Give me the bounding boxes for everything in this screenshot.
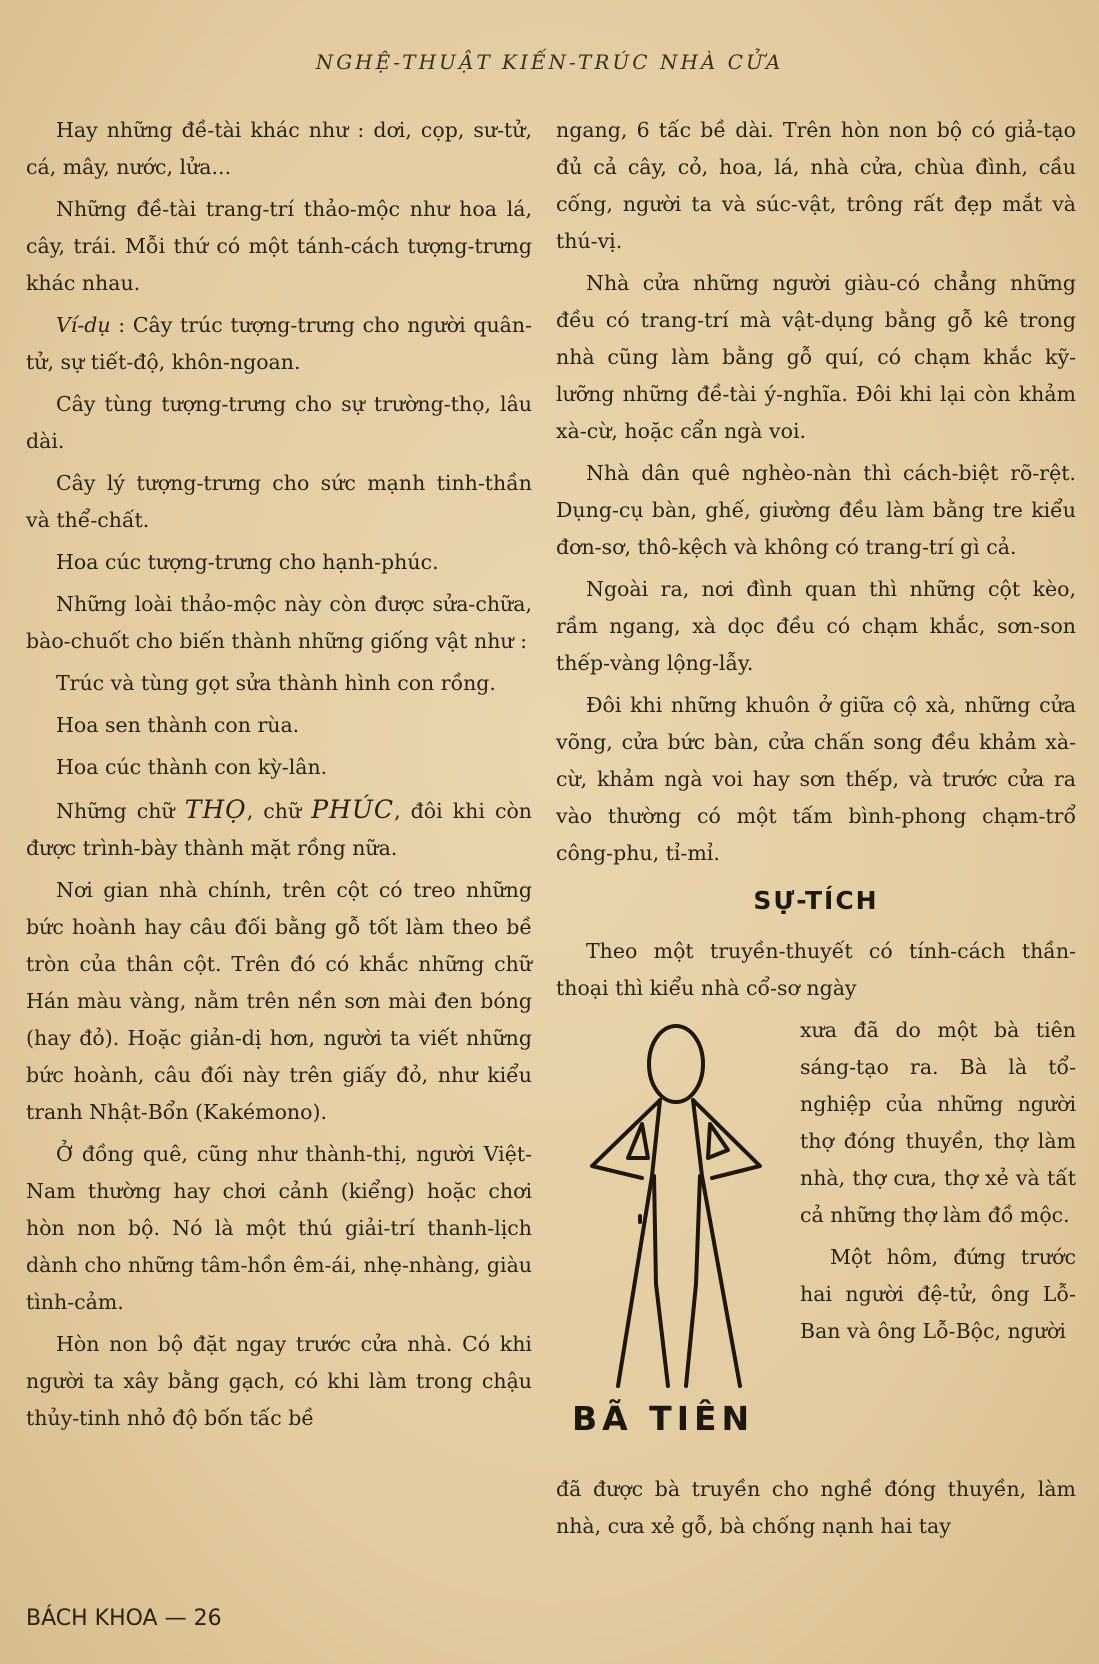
figure-inner-left — [654, 1176, 668, 1386]
paragraph: ngang, 6 tấc bề dài. Trên hòn non bộ có giả-tạo đủ cả cây, cỏ, hoa, lá, nhà cửa, chùa đình, cầu cống, người ta và súc-vật, trông rất đẹp mắt và thú-vị. — [556, 118, 1076, 253]
example-text: : Cây trúc tượng-trưng cho người quân-tử, sự tiết-độ, khôn-ngoan. — [26, 313, 532, 374]
ba-tien-figure — [556, 1016, 786, 1471]
figure-head — [649, 1026, 703, 1102]
running-head: NGHỆ-THUẬT KIẾN-TRÚC NHÀ CỬA — [315, 50, 784, 74]
page-footer: BÁCH KHOA — 26 — [26, 1606, 222, 1631]
paragraph: Hoa sen thành con rùa. — [56, 713, 300, 737]
figure-inner-right — [686, 1176, 700, 1386]
paragraph: đã được bà truyền cho nghề đóng thuyền, làm nhà, cưa xẻ gỗ, bà chống nạnh hai tay — [556, 1477, 1076, 1538]
text-fragment: , chữ — [246, 799, 312, 823]
paragraph: Hay những đề-tài khác như : dơi, cọp, sư-tử, cá, mây, nước, lửa... — [26, 118, 532, 179]
paragraph: Cây lý tượng-trưng cho sức mạnh tinh-thần và thể-chất. — [26, 471, 532, 532]
paragraph: Hòn non bộ đặt ngay trước cửa nhà. Có khi người ta xây bằng gạch, có khi làm trong chậu thủy-tinh nhỏ độ bốn tấc bề — [26, 1332, 532, 1430]
left-column — [26, 112, 532, 1442]
section-heading: SỰ-TÍCH — [753, 886, 879, 915]
figure-caption: BÃ TIÊN — [572, 1399, 755, 1438]
figure-left-arm — [592, 1100, 660, 1178]
paragraph: Một hôm, đứng trước hai người đệ-tử, ông Lỗ-Ban và ông Lỗ-Bộc, người — [800, 1245, 1076, 1343]
paragraph: Những loài thảo-mộc này còn được sửa-chữa, bào-chuốt cho biến thành những giống vật như : — [26, 592, 532, 653]
word-tho: THỌ — [184, 795, 247, 824]
right-column — [556, 112, 1076, 1550]
paragraph: Hoa cúc thành con kỳ-lân. — [56, 755, 328, 779]
paragraph: Trúc và tùng gọt sửa thành hình con rồng. — [56, 671, 496, 695]
paragraph: Ngoài ra, nơi đình quan thì những cột kèo, rầm ngang, xà dọc đều có chạm khắc, sơn-son thếp-vàng lộng-lẫy. — [556, 577, 1076, 675]
paragraph: Ở đồng quê, cũng như thành-thị, người Việt-Nam thường hay chơi cảnh (kiểng) hoặc chơi hòn non bộ. Nó là một thú giải-trí thanh-lịch dành cho những tâm-hồn êm-ái, nhẹ-nhàng, giàu tình-cảm. — [26, 1142, 532, 1314]
text-fragment: , đôi khi còn được trình-bày thành mặt rồng nữa. — [26, 799, 533, 860]
word-phuc: PHÚC — [311, 795, 395, 824]
text-fragment: Những chữ — [56, 799, 185, 823]
paragraph: Cây tùng tượng-trưng cho sự trường-thọ, lâu dài. — [26, 392, 532, 453]
paragraph: Nhà dân quê nghèo-nàn thì cách-biệt rõ-rệt. Dụng-cụ bàn, ghế, giường đều làm bằng tre kiểu đơn-sơ, thô-kệch và không có trang-trí gì cả. — [556, 461, 1076, 559]
paragraph: Những đề-tài trang-trí thảo-mộc như hoa lá, cây, trái. Mỗi thứ có một tánh-cách tượng-trưng khác nhau. — [26, 197, 532, 295]
paragraph: Đôi khi những khuôn ở giữa cộ xà, những cửa võng, cửa bức bàn, cửa chấn song đều khảm xà-cừ, khảm ngà voi hay sơn thếp, và trước cửa ra vào thường có một tấm bình-phong chạm-trổ công-phu, tỉ-mỉ. — [556, 693, 1076, 865]
figure-right-arm — [693, 1100, 760, 1178]
figure-right-leg — [693, 1100, 740, 1386]
paragraph: Nơi gian nhà chính, trên cột có treo những bức hoành hay câu đối bằng gỗ tốt làm theo bề tròn của thân cột. Trên đó có khắc những chữ Hán màu vàng, nằm trên nền sơn mài đen bóng (hay đỏ). Hoặc giản-dị hơn, người ta viết những bức hoành, câu đối này trên giấy đỏ, như kiểu tranh Nhật-Bổn (Kakémono). — [26, 878, 532, 1124]
ba-tien-drawing — [556, 1016, 786, 1396]
paragraph: xưa đã do một bà tiên sáng-tạo ra. Bà là tổ-nghiệp của những người thợ đóng thuyền, thợ làm nhà, thợ cưa, thợ xẻ và tất cả những thợ làm đồ mộc. — [800, 1018, 1076, 1227]
paragraph — [26, 307, 532, 381]
example-lead: Ví-dụ — [56, 313, 111, 337]
paragraph — [26, 791, 532, 867]
paragraph: Hoa cúc tượng-trưng cho hạnh-phúc. — [56, 550, 439, 574]
paragraph: Theo một truyền-thuyết có tính-cách thần-thoại thì kiểu nhà cổ-sơ ngày — [556, 939, 1076, 1000]
paragraph: Nhà cửa những người giàu-có chẳng những đều có trang-trí mà vật-dụng bằng gỗ kê trong nhà cũng làm bằng gỗ quí, có chạm khắc kỹ-lưỡng những đề-tài ý-nghĩa. Đôi khi lại còn khảm xà-cừ, hoặc cẩn ngà voi. — [556, 271, 1076, 443]
